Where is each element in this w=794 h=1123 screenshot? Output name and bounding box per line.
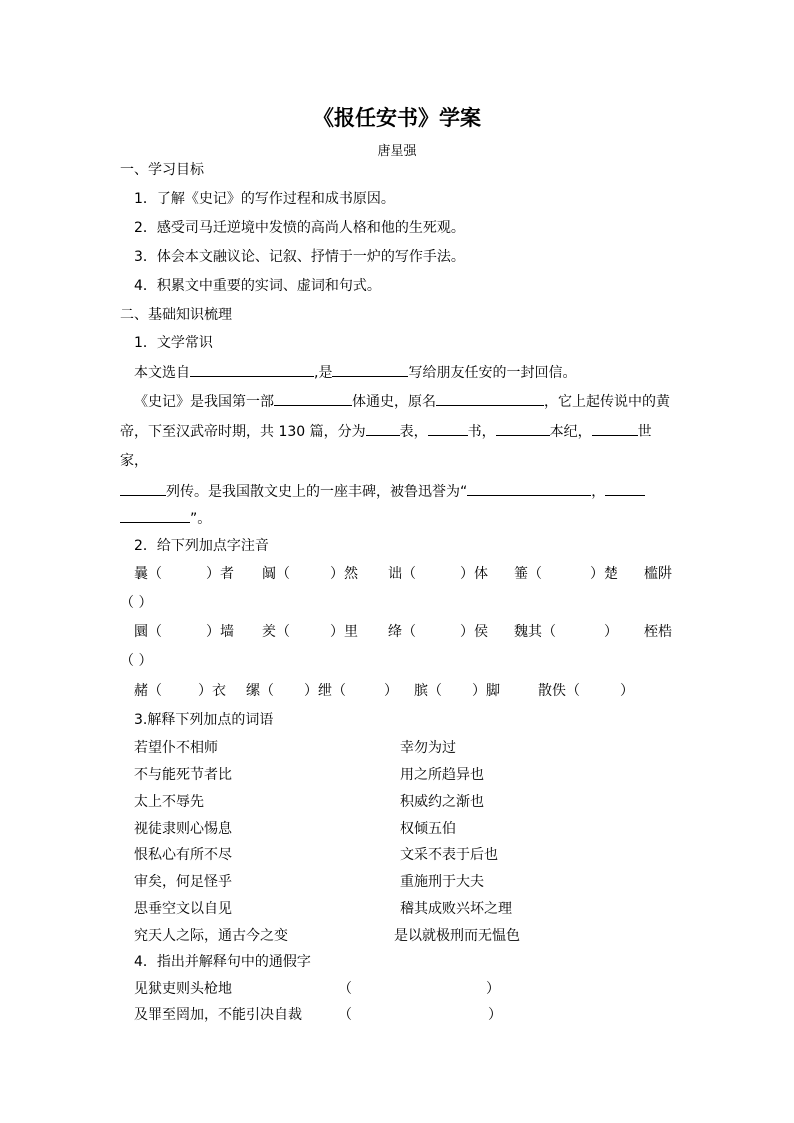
subheading-pronunciation: 2．给下列加点字注音	[134, 538, 269, 554]
goal-item: 3．体会本文融议论、记叙、抒情于一炉的写作手法。	[134, 249, 465, 265]
text-segment: ，	[591, 484, 606, 500]
pinyin-item: ）脚	[472, 683, 500, 699]
pinyin-item: ）侯	[460, 624, 488, 640]
pinyin-item: 曩（	[134, 566, 162, 582]
pinyin-item: ）	[384, 683, 398, 699]
text-segment: 书，	[467, 424, 496, 440]
text-segment: 帝，下至汉武帝时期，共 130 篇，分为	[120, 424, 366, 440]
goal-item: 4．积累文中重要的实词、虚词和句式。	[134, 278, 381, 294]
blank-line[interactable]	[592, 421, 638, 436]
text-segment: ”。	[190, 511, 212, 527]
word-item: 积威约之渐也	[400, 794, 484, 810]
pinyin-item: ）绁（	[304, 683, 346, 699]
pinyin-item: ）然	[330, 566, 358, 582]
pinyin-item: 膑（	[414, 683, 442, 699]
word-item: 若望仆不相师	[134, 740, 218, 756]
literature-line-3	[120, 421, 674, 442]
blank-line[interactable]	[332, 362, 408, 377]
blank-line[interactable]	[467, 481, 591, 496]
blank-line[interactable]	[120, 508, 190, 523]
word-item: 权倾五伯	[400, 821, 456, 837]
pinyin-item: 槛阱	[644, 566, 672, 582]
pinyin-item: 绛（	[388, 624, 416, 640]
literature-line-1	[134, 362, 674, 383]
text-segment: 《史记》是我国第一部	[134, 394, 274, 410]
literature-line-6	[120, 508, 674, 529]
blank-line[interactable]	[366, 421, 400, 436]
blank-line[interactable]	[274, 391, 352, 406]
word-item: 重施刑于大夫	[400, 874, 484, 890]
pinyin-item: ）	[620, 683, 634, 699]
text-segment: 本纪，	[549, 424, 592, 440]
word-item: 不与能死节者比	[134, 767, 232, 783]
pinyin-row-cont: （ ）	[120, 595, 153, 611]
text-segment: 本文选自	[134, 365, 190, 381]
author-name: 唐星强	[377, 144, 417, 159]
pinyin-item: ）体	[460, 566, 488, 582]
section-heading-goals: 一、学习目标	[120, 162, 204, 178]
text-segment: 表，	[399, 424, 428, 440]
text-segment: 写给朋友任安的一封回信。	[408, 365, 577, 381]
pinyin-item: 散佚（	[538, 683, 580, 699]
word-item: 究天人之际，通古今之变	[134, 928, 288, 944]
literature-line-2	[134, 391, 674, 412]
subheading-words: 3.解释下列加点的词语	[134, 712, 274, 728]
blank-line[interactable]	[190, 362, 314, 377]
pinyin-item: 诎（	[388, 566, 416, 582]
subheading-literature: 1．文学常识	[134, 335, 213, 351]
pinyin-item: 魏其（	[514, 624, 556, 640]
pinyin-item: ）楚	[590, 566, 618, 582]
goal-item: 2．感受司马迁逆境中发愤的高尚人格和他的生死观。	[134, 220, 465, 236]
word-item: 审矣，何足怪乎	[134, 874, 232, 890]
pinyin-item: ）衣	[198, 683, 226, 699]
pinyin-item: 赭（	[134, 683, 162, 699]
blank-line[interactable]	[496, 421, 550, 436]
answer-paren-close: ）	[486, 981, 500, 997]
word-item: 用之所趋异也	[400, 767, 484, 783]
subheading-tongjia: 4．指出并解释句中的通假字	[134, 954, 311, 970]
text-segment: 体通史，原名	[352, 394, 436, 410]
word-item: 是以就极刑而无愠色	[394, 928, 520, 944]
literature-line-4: 家，	[120, 453, 148, 469]
pinyin-item: 圜（	[134, 624, 162, 640]
text-segment: 列传。是我国散文史上的一座丰碑，被鲁迅誉为“	[166, 484, 468, 500]
text-segment: ，它上起传说中的黄	[544, 394, 670, 410]
tongjia-item: 见狱吏则头枪地	[134, 981, 232, 997]
pinyin-item: 缧（	[246, 683, 274, 699]
answer-paren-close: ）	[488, 1007, 502, 1023]
pinyin-item: ）者	[206, 566, 234, 582]
pinyin-item: 箠（	[514, 566, 542, 582]
goal-item: 1．了解《史记》的写作过程和成书原因。	[134, 191, 395, 207]
tongjia-item: 及罪至罔加，不能引决自裁	[134, 1007, 302, 1023]
blank-line[interactable]	[120, 481, 166, 496]
pinyin-item: ）里	[330, 624, 358, 640]
answer-paren-open: （	[338, 1007, 352, 1023]
word-item: 稽其成败兴坏之理	[400, 901, 512, 917]
word-item: 恨私心有所不尽	[134, 847, 232, 863]
text-segment: ,是	[314, 365, 333, 381]
word-item: 幸勿为过	[400, 740, 456, 756]
section-heading-basics: 二、基础知识梳理	[120, 307, 232, 323]
word-item: 思垂空文以自见	[134, 901, 232, 917]
pinyin-item: 羑（	[262, 624, 290, 640]
word-item: 文采不表于后也	[400, 847, 498, 863]
page-title: 《报任安书》学案	[313, 106, 481, 130]
word-item: 太上不辱先	[134, 794, 204, 810]
pinyin-item: 阘（	[262, 566, 290, 582]
pinyin-item: ）墙	[206, 624, 234, 640]
word-item: 视徒隶则心惕息	[134, 821, 232, 837]
answer-paren-open: （	[338, 981, 352, 997]
blank-line[interactable]	[605, 481, 645, 496]
pinyin-item: ）	[604, 624, 618, 640]
pinyin-item: 桎梏	[644, 624, 672, 640]
blank-line[interactable]	[428, 421, 468, 436]
pinyin-row-cont: （ ）	[120, 653, 153, 669]
text-segment: 世	[637, 424, 652, 440]
literature-line-5	[120, 481, 674, 502]
blank-line[interactable]	[436, 391, 544, 406]
